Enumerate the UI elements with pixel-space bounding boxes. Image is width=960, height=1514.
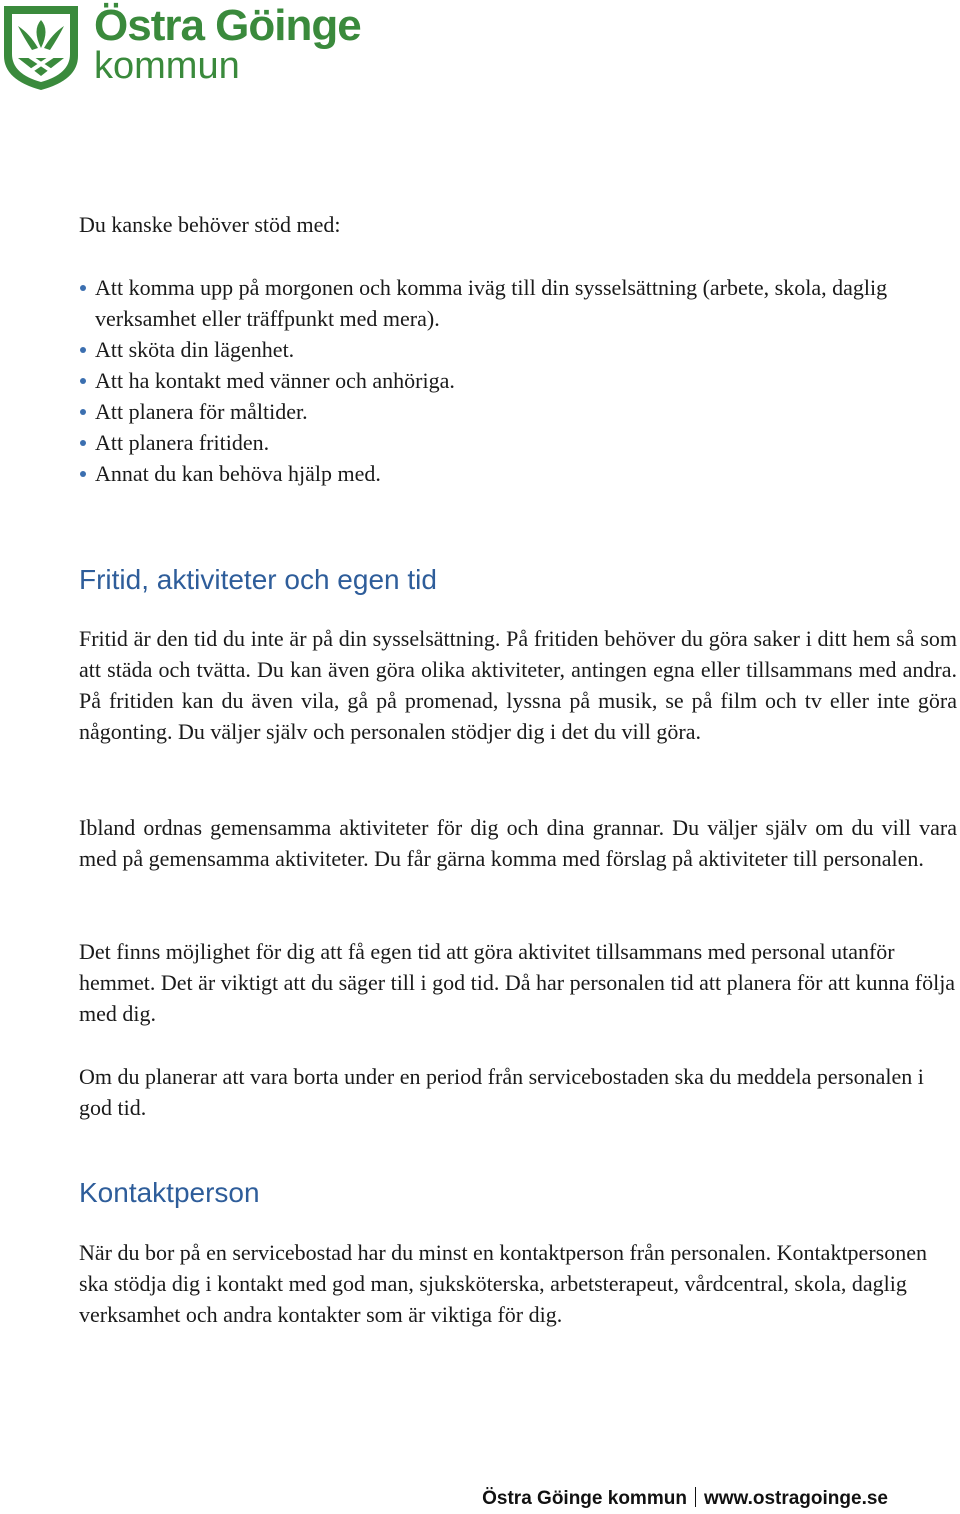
paragraph: Om du planerar att vara borta under en period från servicebostaden ska du meddela personalen i god tid.: [79, 1064, 924, 1120]
footer-url[interactable]: www.ostragoinge.se: [703, 1488, 888, 1509]
list-item: Att planera fritiden.: [79, 427, 957, 458]
list-item: Att komma upp på morgonen och komma iväg till din sysselsättning (arbete, skola, daglig verksamhet eller träffpunkt med mera).: [79, 272, 957, 334]
crest-icon: [2, 4, 80, 92]
list-item: Att ha kontakt med vänner och anhöriga.: [79, 365, 957, 396]
section-heading-fritid: Fritid, aktiviteter och egen tid: [79, 564, 437, 595]
list-item: Att planera för måltider.: [79, 396, 957, 427]
list-item: Annat du kan behöva hjälp med.: [79, 458, 957, 489]
section-heading-kontaktperson: Kontaktperson: [79, 1177, 260, 1208]
municipality-logo: [0, 0, 360, 96]
footer-org: Östra Göinge kommun: [482, 1488, 687, 1509]
paragraph: Fritid är den tid du inte är på din sysselsättning. På fritiden behöver du göra saker i ditt hem så som att städa och tvätta. Du kan även göra olika aktiviteter, antingen egna eller tillsammans med andra. På fritiden kan du även vila, gå på promenad, lyssna på musik, se på film och tv eller inte göra någonting. Du väljer själv och personalen stödjer dig i det du vill göra.: [79, 626, 957, 744]
logo-text-line2: kommun: [94, 45, 240, 87]
page-footer: [482, 1487, 888, 1510]
needs-list: [79, 272, 957, 489]
paragraph: Ibland ordnas gemensamma aktiviteter för dig och dina grannar. Du väljer själv om du vill vara med på gemensamma aktiviteter. Du får gärna komma med förslag på aktiviteter till personalen.: [79, 815, 957, 871]
intro-text: Du kanske behöver stöd med:: [79, 212, 341, 237]
logo-text-line1: Östra Göinge: [94, 1, 361, 50]
paragraph: När du bor på en servicebostad har du minst en kontaktperson från personalen. Kontaktpersonen ska stödja dig i kontakt med god man, sjuksköterska, arbetsterapeut, vårdcentral, skola, daglig verksamhet och andra kontakter som är viktiga för dig.: [79, 1240, 927, 1327]
list-item: Att sköta din lägenhet.: [79, 334, 957, 365]
paragraph: Det finns möjlighet för dig att få egen tid att göra aktivitet tillsammans med personal utanför hemmet. Det är viktigt att du säger till i god tid. Då har personalen tid att planera för att kunna följa med dig.: [79, 939, 956, 1026]
footer-divider: [695, 1487, 696, 1507]
